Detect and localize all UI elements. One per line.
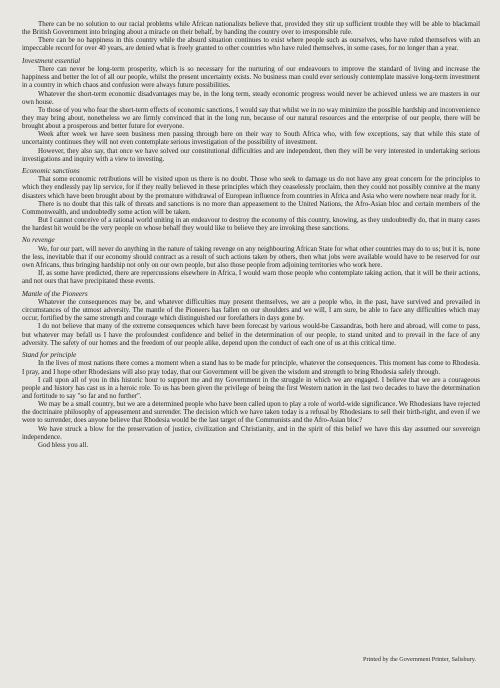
printer-imprint: Printed by the Government Printer, Salisbury.	[363, 655, 476, 663]
intro-block	[22, 20, 480, 53]
section-heading: Mantle of the Pioneers	[22, 289, 88, 298]
paragraph: In the lives of most nations there comes a moment when a stand has to be made for principle, whatever the consequences. This moment has come to Rhodesia. I pray, and I hope other Rhodesians will also pray today, that our Government will be given the wisdom and strength to bring Rhodesia safely through.	[22, 359, 480, 376]
section-heading: Economic sanctions	[22, 166, 80, 175]
section-sanctions	[22, 167, 480, 233]
paragraph: There can be no solution to our racial problems while African nationalists believe that, provided they stir up sufficient trouble they will be able to blackmail the British Government into bringing about a miracle on their behalf, by handing the country over to irresponsible rule.	[22, 20, 480, 37]
paragraph: There is no doubt that this talk of threats and sanctions is no more than appeasement to the United Nations, the Afro-Asian bloc and certain members of the Commonwealth, and undoubtedly some action will be taken.	[22, 199, 480, 216]
paragraph: Week after week we have seen business men passing through here on their way to South Africa who, with few exceptions, say that while this state of uncertainty continues they will not even contemplate serious investigation of the possibility of investment.	[22, 130, 480, 147]
paragraph: There can be no happiness in this country while the absurd situation continues to exist where people such as ourselves, who have ruled themselves with an impeccable record for over 40 years, are denied what is freely granted to other countries who have ruled themselves, in some cases, for no longer than a year.	[22, 36, 480, 53]
paragraph: We may be a small country, but we are a determined people who have been called upon to play a role of world-wide significance. We Rhodesians have rejected the doctrinaire philosophy of appeasement and surrender. The decision which we have taken today is a refusal by Rhodesians to sell their birth-right, and even if we were to surrender, does anyone believe that Rhodesia would be the last target of the Communists and the Afro-Asian bloc?	[22, 400, 480, 425]
section-no-revenge	[22, 236, 480, 285]
section-heading: No revenge	[22, 236, 55, 245]
section-mantle	[22, 290, 480, 347]
paragraph: But I cannot conceive of a rational world uniting in an endeavour to destroy the economy of this country, knowing, as they undoubtedly do, that in many cases the hardest hit would be the very people on whose behalf they would like to believe they are invoking these sanctions.	[22, 216, 480, 233]
section-heading: Stand for principle	[22, 350, 77, 359]
paragraph: However, they also say, that once we have solved our constitutional difficulties and are independent, then they will be very interested in undertaking serious investigations and inquiry with a view to investing.	[22, 146, 480, 163]
paragraph: To those of you who fear the short-term effects of economic sanctions, I would say that whilst we in no way minimize the possible hardship and inconvenience they may bring about, nonetheless we are firmly convinced that in the long run, because of our natural resources and the enterprise of our people, there will be brought about a prosperous and better future for everyone.	[22, 105, 480, 131]
section-heading: Investment essential	[22, 56, 81, 65]
paragraph: We, for our part, will never do anything in the nature of taking revenge on any neighbouring African State for what other countries may do to us; but it is, none the less, inevitable that if our economy should contract as a result of such actions taken by others, then what jobs were available would have to be reserved for our own Africans, thus bringing hardship not only on our own people, but also those people from adjoining territories who work here.	[22, 244, 480, 270]
paragraph: We have struck a blow for the preservation of justice, civilization and Christianity, and in the spirit of this belief we have this day assumed our sovereign independence.	[22, 424, 480, 441]
paragraph: I call upon all of you in this historic hour to support me and my Government in the struggle in which we are engaged. I believe that we are a courageous people and history has cast us in a heroic role. To us has been given the privilege of being the first Western nation in the last two decades to have the determination and fortitude to say "so far and no further".	[22, 375, 480, 400]
paragraph: There can never be long-term prosperity, which is so necessary for the nurturing of our endeavours to improve the standard of living and increase the happiness and better the lot of all our people, whilst the present uncertainty exists. No business man could ever seriously contemplate massive long-term investment in a country in which chaos and confusion were always future possibilities.	[22, 65, 480, 90]
paragraph: Whatever the consequences may be, and whatever difficulties may present themselves, we are a people who, in the past, have survived and prevailed in circumstances of the utmost adversity. The mantle of the Pioneers has fallen on our shoulders and we will, I am sure, be able to face any difficulties which may occur, fortified by the same strength and courage which distinguished our forefathers in days gone by.	[22, 298, 480, 323]
section-principle	[22, 351, 480, 449]
paragraph: Whatever the short-term economic disadvantages may be, in the long term, steady economic progress would never be achieved unless we are masters in our own house.	[22, 89, 480, 106]
paragraph: I do not believe that many of the extreme consequences which have been forecast by various would-be Cassandras, both here and abroad, will come to pass, but whatever may befall us I have the profoundest confidence and belief in the determination of our people, to stand united and to prevail in the face of any adversity. The safety of our homes and the freedom of our people alike, depend upon the conduct of each one of us at this critical time.	[22, 322, 480, 347]
paragraph: That some economic retributions will be visited upon us there is no doubt. Those who seek to damage us do not have any great concern for the principles to which they endlessly pay lip service, for if they really believed in these principles which they ceaselessly proclaim, then they could not possibly connive at the many disasters which have been brought about by the premature withdrawal of European influence from countries in Africa and Asia who were nowhere near ready for it.	[22, 175, 480, 200]
paragraph: If, as some have predicted, there are repercussions elsewhere in Africa, I would warn those people who contemplate taking action, that it will be their actions, and not ours that have precipitated these events.	[22, 269, 480, 286]
section-investment	[22, 57, 480, 163]
paragraph: God bless you all.	[38, 440, 89, 449]
